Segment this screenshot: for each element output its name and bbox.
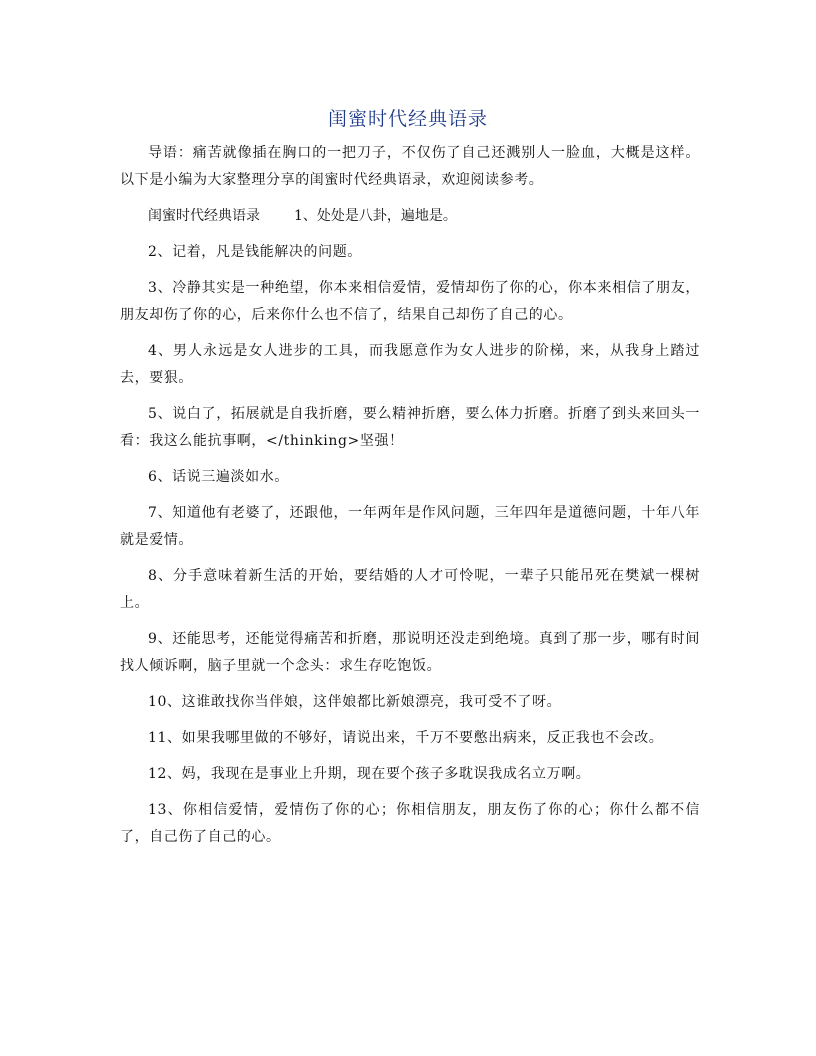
document-title: 闺蜜时代经典语录 (327, 108, 488, 130)
document-body (120, 140, 700, 860)
quote-item-4: 4、男人永远是女人进步的工具，而我愿意作为女人进步的阶梯，来，从我身上踏过去，要狠。 (120, 343, 700, 386)
quote-item-13: 13、你相信爱情，爱情伤了你的心；你相信朋友，朋友伤了你的心；你什么都不信了，自己伤了自己的心。 (120, 802, 700, 845)
intro-paragraph: 导语：痛苦就像插在胸口的一把刀子，不仅伤了自己还溅别人一脸血，大概是这样。以下是小编为大家整理分享的闺蜜时代经典语录，欢迎阅读参考。 (120, 145, 700, 188)
quote-item-6: 6、话说三遍淡如水。 (148, 469, 289, 485)
quote-item-9: 9、还能思考，还能觉得痛苦和折磨，那说明还没走到绝境。真到了那一步，哪有时间找人倾诉啊，脑子里就一个念头：求生存吃饱饭。 (120, 631, 700, 674)
quote-item-3: 3、冷静其实是一种绝望，你本来相信爱情，爱情却伤了你的心，你本来相信了朋友，朋友却伤了你的心，后来你什么也不信了，结果自己却伤了自己的心。 (120, 280, 700, 323)
quote-item-12: 12、妈，我现在是事业上升期，现在要个孩子多耽误我成名立万啊。 (148, 766, 591, 782)
quote-item-5: 5、说白了，拓展就是自我折磨，要么精神折磨，要么体力折磨。折磨了到头来回头一看：我这么能抗事啊，</thinking>坚强！ (120, 406, 700, 449)
quote-item-8: 8、分手意味着新生活的开始，要结婚的人才可怜呢，一辈子只能吊死在樊斌一棵树上。 (120, 568, 700, 611)
quote-item-2: 2、记着，凡是钱能解决的问题。 (148, 244, 362, 260)
section-line (120, 203, 700, 230)
section-heading: 闺蜜时代经典语录 (148, 208, 260, 224)
quote-item-1: 1、处处是八卦，遍地是。 (294, 208, 457, 224)
quote-item-7: 7、知道他有老婆了，还跟他，一年两年是作风问题，三年四年是道德问题，十年八年就是爱情。 (120, 505, 700, 548)
quote-item-11: 11、如果我哪里做的不够好，请说出来，千万不要憋出病来，反正我也不会改。 (148, 730, 664, 746)
quote-item-10: 10、这谁敢找你当伴娘，这伴娘都比新娘漂亮，我可受不了呀。 (148, 694, 562, 710)
